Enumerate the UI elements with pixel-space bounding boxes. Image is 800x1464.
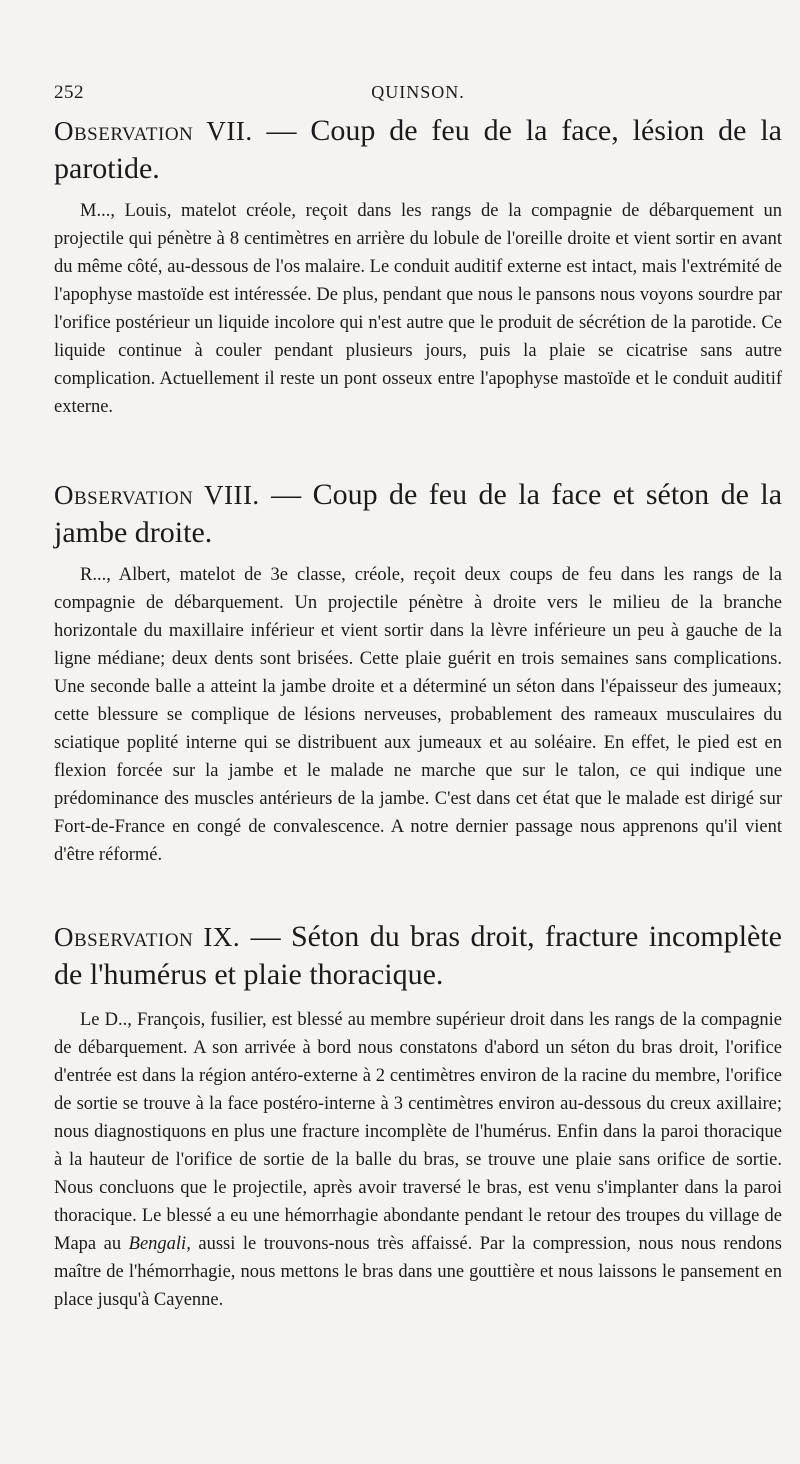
page-number: 252 bbox=[54, 82, 84, 103]
observation-7-heading bbox=[54, 112, 782, 187]
observation-9-title: — Séton du bras droit, fracture incomplète de l'humérus et plaie thoracique. bbox=[54, 920, 783, 991]
observation-7-body bbox=[54, 197, 782, 421]
observation-7-title: — Coup de feu de la face, lésion de la parotide. bbox=[54, 114, 782, 185]
page-header bbox=[54, 82, 782, 106]
observation-8-label: Observation VIII. bbox=[54, 480, 260, 510]
observation-9-heading bbox=[54, 918, 782, 993]
observation-9-paragraph bbox=[54, 1006, 782, 1314]
observation-8-body bbox=[54, 561, 782, 869]
observation-9-text-after: aussi le trouvons-nous très affaissé. Par la compression, nous nous rendons maître de l'hémorrhagie, nous mettons le bras dans une gouttière et nous laissons le pansement en place jusqu'à Cayenne. bbox=[54, 1234, 782, 1310]
document-page bbox=[54, 0, 782, 1464]
observation-8-title: — Coup de feu de la face et séton de la jambe droite. bbox=[54, 478, 783, 549]
observation-8-paragraph: R..., Albert, matelot de 3e classe, créole, reçoit deux coups de feu dans les rangs de la compagnie de débarquement. Un projectile pénètre à droite vers le milieu de la branche horizontale du maxillaire inférieur et vient sortir dans la lèvre inférieure un peu à gauche de la ligne médiane; deux dents sont brisées. Cette plaie guérit en trois semaines sans complications. Une seconde balle a atteint la jambe droite et a déterminé un séton dans l'épaisseur des jumeaux; cette blessure se complique de lésions nerveuses, probablement des rameaux musculaires du sciatique poplité interne qui se distribuent aux jumeaux et au soléaire. En effet, le pied est en flexion forcée sur la jambe et le malade ne marche que sur le talon, ce qui indique une prédominance des muscles antérieurs de la jambe. C'est dans cet état que le malade est dirigé sur Fort-de-France en congé de convalescence. A notre dernier passage nous apprenons qu'il vient d'être réformé. bbox=[54, 565, 782, 865]
observation-9-body bbox=[54, 1006, 782, 1314]
observation-9-label: Observation IX. bbox=[54, 922, 241, 952]
observation-7-label: Observation VII. bbox=[54, 116, 253, 146]
observation-7-paragraph: M..., Louis, matelot créole, reçoit dans les rangs de la compagnie de débarquement un projectile qui pénètre à 8 centimètres en arrière du lobule de l'oreille droite et vient sortir en avant du même côté, au-dessous de l'os malaire. Le conduit auditif externe est intact, mais l'extrémité de l'apophyse mastoïde est intéressée. De plus, pendant que nous le pansons nous voyons sourdre par l'orifice postérieur un liquide incolore qui n'est autre que le produit de sécrétion de la parotide. Ce liquide continue à couler pendant plusieurs jours, puis la plaie se cicatrise sans autre complication. Actuellement il reste un pont osseux entre l'apophyse mastoïde et le conduit auditif externe. bbox=[54, 201, 782, 417]
observation-9-text-before: Le D.., François, fusilier, est blessé au membre supérieur droit dans les rangs de la compagnie de débarquement. A son arrivée à bord nous constatons d'abord un séton du bras droit, l'orifice d'entrée est dans la région antéro-externe à 2 centimètres environ de la racine du membre, l'orifice de sortie se trouve à la face postéro-interne à 3 centimètres environ au-dessous du creux axillaire; nous diagnostiquons en plus une fracture incomplète de l'humérus. Enfin dans la paroi thoracique à la hauteur de l'orifice de sortie de la balle du bras, se trouve une plaie sans orifice de sortie. Nous concluons que le projectile, après avoir traversé le bras, est venu s'implanter dans la paroi thoracique. Le blessé a eu une hémorrhagie abondante pendant le retour des troupes du village de Mapa au bbox=[54, 1010, 782, 1254]
observation-9-ship-name: Bengali, bbox=[128, 1234, 191, 1254]
observation-8-heading bbox=[54, 476, 782, 551]
running-title: QUINSON. bbox=[371, 82, 465, 102]
